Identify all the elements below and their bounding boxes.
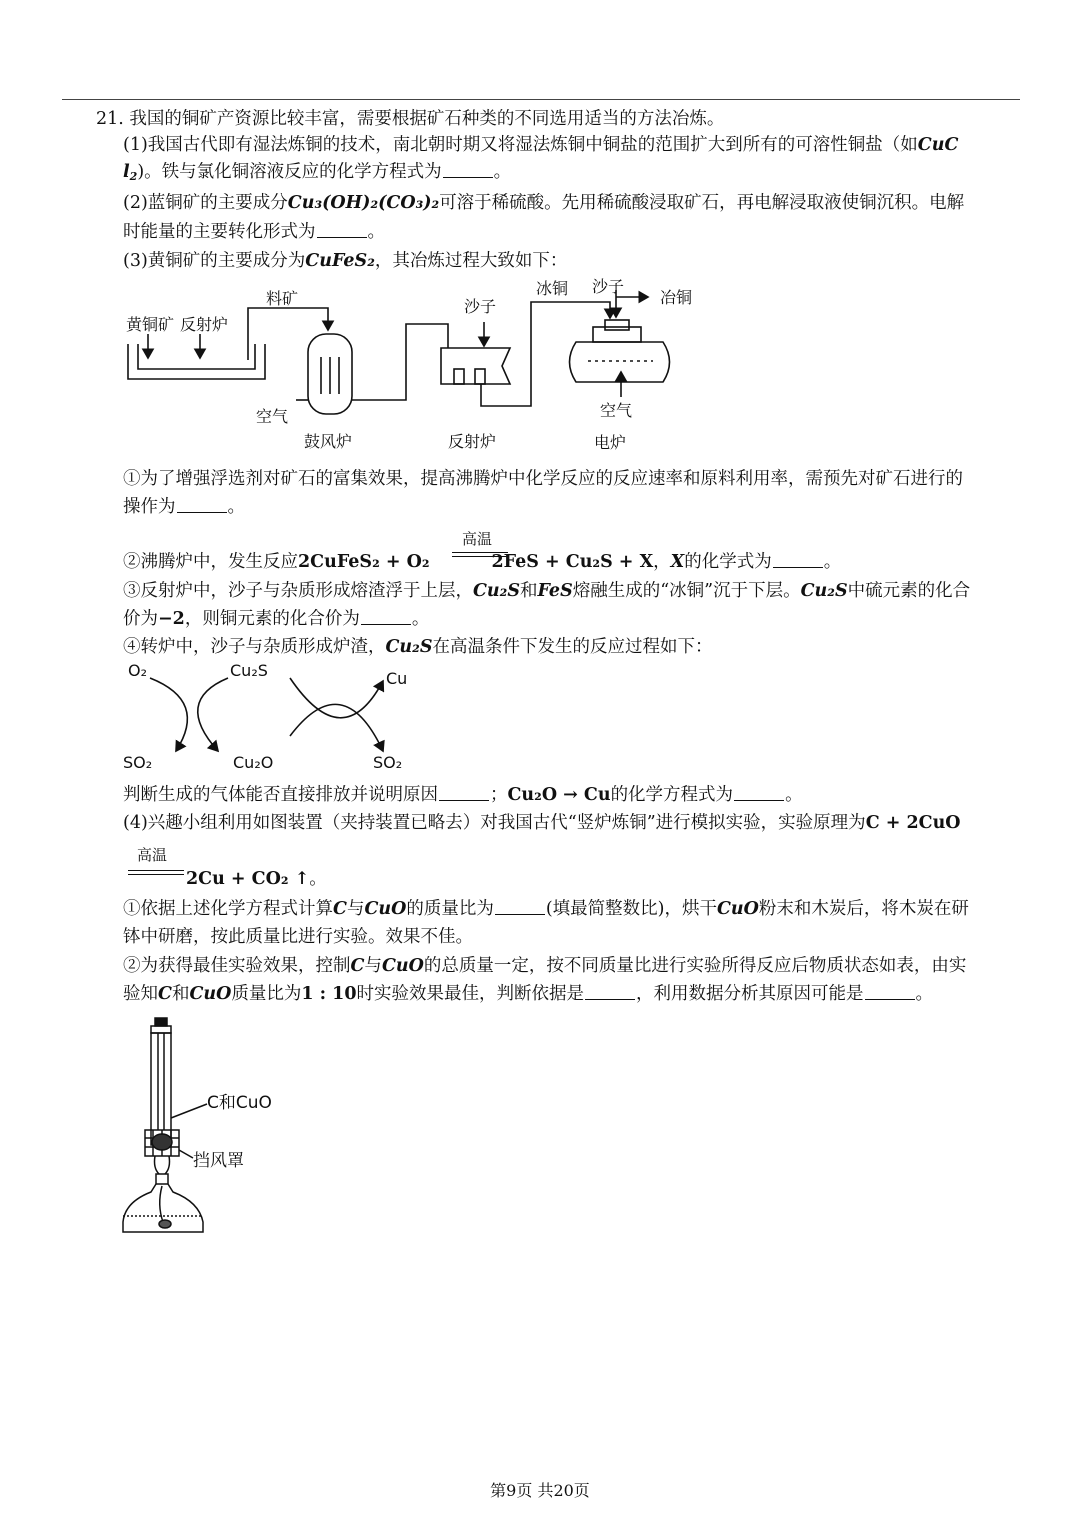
label-reverb1: 反射炉 bbox=[180, 315, 229, 334]
equals-sign-2 bbox=[128, 870, 184, 875]
reaction-condition: 高温 bbox=[462, 530, 493, 548]
answer-blank[interactable] bbox=[734, 784, 784, 801]
part4-q1-line2: 钵中研磨，按此质量比进行实验。效果不佳。 bbox=[123, 927, 473, 947]
answer-blank[interactable] bbox=[865, 983, 915, 1000]
label-electric-furnace: 电炉 bbox=[594, 433, 627, 452]
question-intro bbox=[96, 106, 724, 132]
label-air1: 空气 bbox=[256, 407, 289, 426]
answer-blank[interactable] bbox=[439, 784, 489, 801]
smelting-flow-diagram bbox=[118, 272, 718, 458]
part4-q1-line1: ①依据上述化学方程式计算C与CuO的质量比为 (填最简整数比)，烘干CuO粉末和木炭后，将木炭在研 bbox=[123, 899, 969, 919]
part4-line1: (4)兴趣小组利用如图装置（夹持装置已略去）对我国古代“竖炉炼铜”进行模拟实验，实验原理为C + 2CuO bbox=[123, 813, 961, 833]
answer-blank[interactable] bbox=[495, 898, 545, 915]
label-so2-b: SO₂ bbox=[373, 753, 403, 772]
label-wind-shield: 挡风罩 bbox=[193, 1151, 244, 1171]
vertical-furnace-apparatus bbox=[115, 1010, 295, 1242]
part2-line1: (2)蓝铜矿的主要成分Cu₃(OH)₂(CO₃)₂可溶于稀硫酸。先用稀硫酸浸取矿石，再电解浸取液使铜沉积。电解 bbox=[123, 193, 965, 213]
answer-blank[interactable] bbox=[585, 983, 635, 1000]
label-cu2o: Cu₂O bbox=[233, 753, 274, 772]
answer-blank[interactable] bbox=[773, 551, 823, 568]
label-air2: 空气 bbox=[600, 401, 633, 420]
label-sand2: 沙子 bbox=[592, 277, 625, 296]
label-c-and-cuo: C和CuO bbox=[207, 1093, 272, 1113]
label-o2: O₂ bbox=[128, 661, 148, 680]
answer-blank[interactable] bbox=[361, 608, 411, 625]
part3-q4-line2: 判断生成的气体能否直接排放并说明原因 ；Cu₂O → Cu的化学方程式为 。 bbox=[123, 785, 803, 805]
part3-q2-line: ②沸腾炉中，发生反应2CuFeS₂ + O₂ 2FeS + Cu₂S + X，X的化学式为 。 bbox=[123, 552, 842, 572]
label-sand1: 沙子 bbox=[464, 297, 497, 316]
intro-text: 我国的铜矿产资源比较丰富，需要根据矿石种类的不同选用适当的方法冶炼。 bbox=[129, 109, 725, 129]
part1-line2: $l_2$)。铁与氯化铜溶液反应的化学方程式为 。 bbox=[123, 162, 512, 183]
part4-q2-line1: ②为获得最佳实验效果，控制C与CuO的总质量一定，按不同质量比进行实验所得反应后物质状态如表，由实 bbox=[123, 956, 967, 976]
page-footer: 第9页 共20页 bbox=[490, 1481, 590, 1500]
answer-blank[interactable] bbox=[317, 221, 367, 238]
part3-q4-line1: ④转炉中，沙子与杂质形成炉渣，Cu₂S在高温条件下发生的反应过程如下： bbox=[123, 637, 713, 657]
part3-intro: (3)黄铜矿的主要成分为CuFeS₂，其冶炼过程大致如下： bbox=[123, 251, 568, 271]
label-cu2s: Cu₂S bbox=[230, 661, 268, 680]
reaction-condition-2: 高温 bbox=[137, 846, 168, 864]
part3-q1-line1: ①为了增强浮选剂对矿石的富集效果，提高沸腾炉中化学反应的反应速率和原料利用率，需预先对矿石进行的 bbox=[123, 469, 963, 489]
question-number: 21. bbox=[96, 109, 124, 129]
label-reverb2: 反射炉 bbox=[448, 432, 497, 451]
label-smelt-copper: 冶铜 bbox=[660, 288, 693, 307]
label-blast-furnace: 鼓风炉 bbox=[304, 432, 353, 451]
converter-reaction-diagram bbox=[118, 656, 438, 778]
part4-line2: 2Cu + CO₂ ↑。 bbox=[186, 869, 327, 889]
label-so2-a: SO₂ bbox=[123, 753, 153, 772]
label-ore: 黄铜矿 bbox=[126, 315, 175, 334]
answer-blank[interactable] bbox=[177, 496, 227, 513]
label-feed: 料矿 bbox=[266, 289, 299, 308]
part3-q3-line1: ③反射炉中，沙子与杂质形成熔渣浮于上层，Cu₂S和FeS熔融生成的“冰铜”沉于下层。Cu₂S中硫元素的化合 bbox=[123, 581, 971, 601]
part3-q3-line2: 价为−2，则铜元素的化合价为 。 bbox=[123, 609, 430, 629]
header-rule bbox=[62, 99, 1020, 100]
part4-q2-line2: 验知C和CuO质量比为1 : 10时实验效果最佳，判断依据是 ，利用数据分析其原因可能是 。 bbox=[123, 984, 934, 1004]
label-matte: 冰铜 bbox=[536, 279, 569, 298]
part1-line1: (1)我国古代即有湿法炼铜的技术，南北朝时期又将湿法炼铜中铜盐的范围扩大到所有的可溶性铜盐（如CuC bbox=[123, 135, 959, 155]
azurite-formula: Cu₃(OH)₂(CO₃)₂ bbox=[287, 193, 440, 213]
part2-line2: 时能量的主要转化形式为 。 bbox=[123, 222, 385, 242]
part3-q1-line2: 操作为 。 bbox=[123, 497, 245, 517]
answer-blank[interactable] bbox=[443, 161, 493, 178]
label-cu: Cu bbox=[386, 669, 408, 688]
